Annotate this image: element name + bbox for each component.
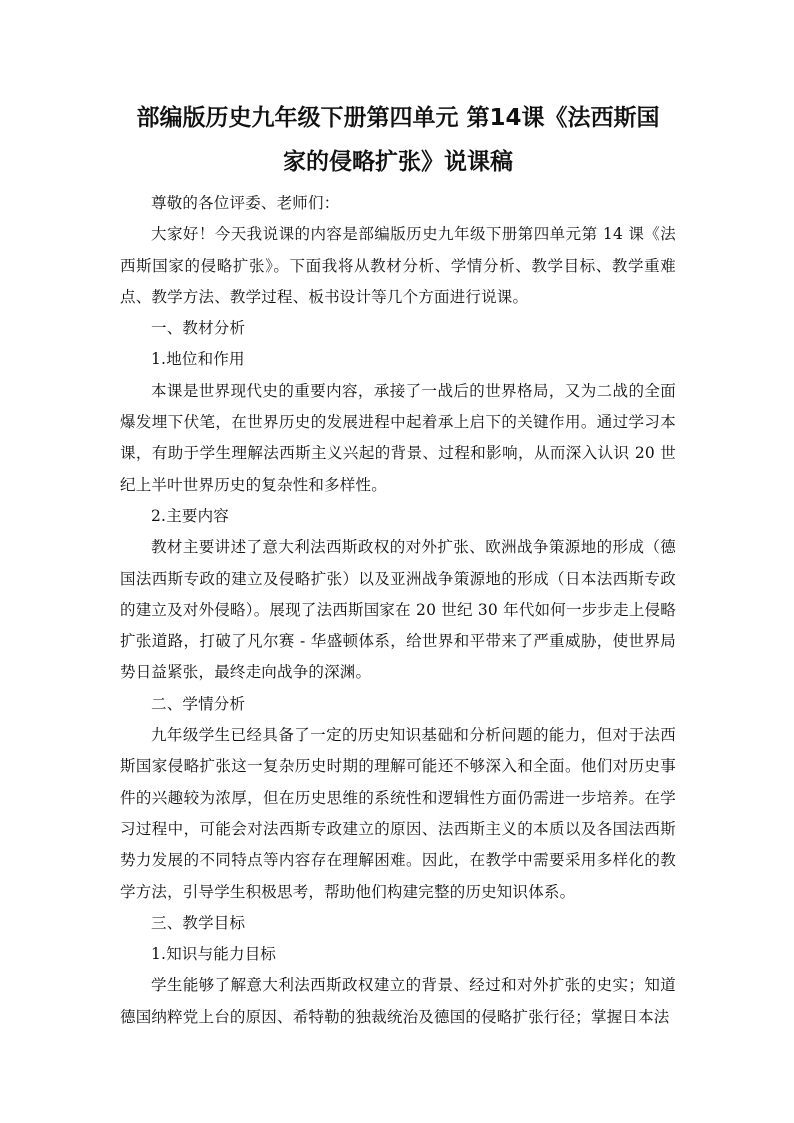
title-line-2: 家的侵略扩张》说课稿 <box>283 149 513 175</box>
paragraph-main-content: 教材主要讲述了意大利法西斯政权的对外扩张、欧洲战争策源地的形成（德国法西斯专政的建立及侵略扩张）以及亚洲战争策源地的形成（日本法西斯专政的建立及对外侵略）。展现了法西斯国家在 20 世纪 30 年代如何一步步走上侵略扩张道路，打破了凡尔赛 - 华盛顿体系，给世界和平带来了严重威胁，使世界局势日益紧张，最终走向战争的深渊。 <box>120 538 676 682</box>
document-title <box>120 96 676 184</box>
paragraph-position-role: 本课是世界现代史的重要内容，承接了一战后的世界格局，又为二战的全面爆发埋下伏笔，在世界历史的发展进程中起着承上启下的关键作用。通过学习本课，有助于学生理解法西斯主义兴起的背景、过程和影响，从而深入认识 20 世纪上半叶世界历史的复杂性和多样性。 <box>120 381 676 494</box>
paragraph-student-analysis: 九年级学生已经具备了一定的历史知识基础和分析问题的能力，但对于法西斯国家侵略扩张这一复杂历史时期的理解可能还不够深入和全面。他们对历史事件的兴趣较为浓厚，但在历史思维的系统性和逻辑性方面仍需进一步培养。在学习过程中，可能会对法西斯专政建立的原因、法西斯主义的本质以及各国法西斯势力发展的不同特点等内容存在理解困难。因此，在教学中需要采用多样化的教学方法，引导学生积极思考，帮助他们构建完整的历史知识体系。 <box>120 726 676 901</box>
paragraph-knowledge-ability: 学生能够了解意大利法西斯政权建立的背景、经过和对外扩张的史实；知道德国纳粹党上台的原因、希特勒的独裁统治及德国的侵略扩张行径；掌握日本法 <box>120 976 676 1026</box>
title-line-1: 部编版历史九年级下册第四单元 第14课《法西斯国 <box>136 105 660 131</box>
subheading-main-content: 2.主要内容 <box>151 506 229 525</box>
subheading-position-role: 1.地位和作用 <box>151 350 245 369</box>
intro-paragraph: 大家好！今天我说课的内容是部编版历史九年级下册第四单元第 14 课《法西斯国家的侵略扩张》。下面我将从教材分析、学情分析、教学目标、教学重难点、教学方法、教学过程、板书设计等几个方面进行说课。 <box>120 225 676 306</box>
section-heading-textbook-analysis: 一、教材分析 <box>151 319 246 338</box>
subheading-knowledge-ability: 1.知识与能力目标 <box>151 945 277 964</box>
document-body <box>120 188 676 1033</box>
section-heading-teaching-goals: 三、教学目标 <box>151 913 246 932</box>
section-heading-student-analysis: 二、学情分析 <box>151 694 246 713</box>
salutation: 尊敬的各位评委、老师们： <box>151 194 340 212</box>
